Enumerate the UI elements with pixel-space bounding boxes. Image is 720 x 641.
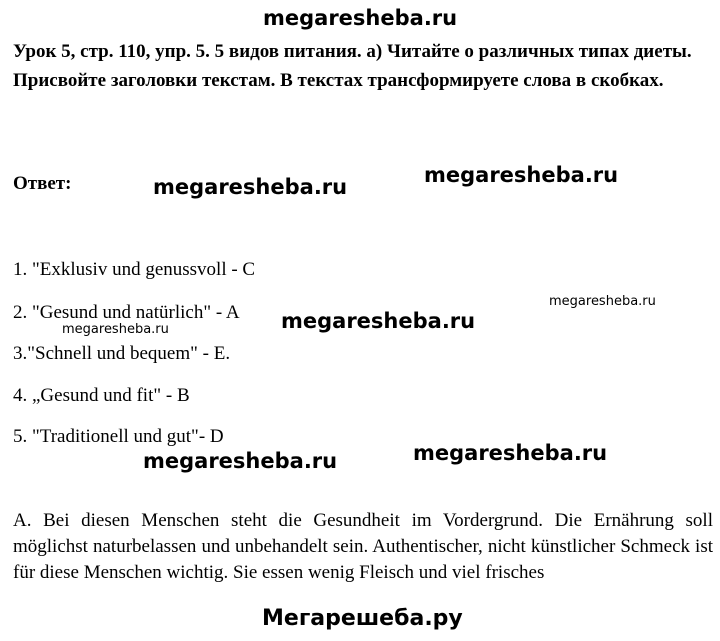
- text-paragraph-a: A. Bei diesen Menschen steht die Gesundheit im Vordergrund. Die Ernährung soll möglichst naturbelassen und unbehandelt sein. Authentischer, nicht künstlicher Schmeck ist für diese Menschen wichtig. Sie essen wenig Fleisch und viel frisches: [13, 510, 713, 583]
- answer-item-1: 1. "Exklusiv und genussvoll - C: [13, 259, 256, 280]
- footer-watermark: Мегарешеба.ру: [262, 606, 463, 631]
- watermark-1: megaresheba.ru: [153, 175, 348, 199]
- answer-item-2: 2. "Gesund und natürlich" - A: [13, 302, 240, 323]
- watermark-7: megaresheba.ru: [413, 441, 608, 465]
- answer-item-5: 5. "Traditionell und gut"- D: [13, 426, 224, 447]
- exercise-heading: Урок 5, стр. 110, упр. 5. 5 видов питания. а) Читайте о различных типах диеты. Присвойте заголовки текстам. В текстах трансформируете слова в скобках.: [13, 41, 692, 91]
- answer-item-3: 3."Schnell und bequem" - E.: [13, 343, 231, 364]
- watermark-4: megaresheba.ru: [281, 309, 476, 333]
- answer-item-4: 4. „Gesund und fit" - B: [13, 385, 190, 406]
- watermark-6: megaresheba.ru: [143, 449, 338, 473]
- watermark-2: megaresheba.ru: [424, 163, 619, 187]
- watermark-3: megaresheba.ru: [549, 294, 656, 309]
- watermark-top: megaresheba.ru: [263, 6, 458, 30]
- answer-label: Ответ:: [13, 173, 72, 194]
- watermark-5: megaresheba.ru: [62, 322, 169, 337]
